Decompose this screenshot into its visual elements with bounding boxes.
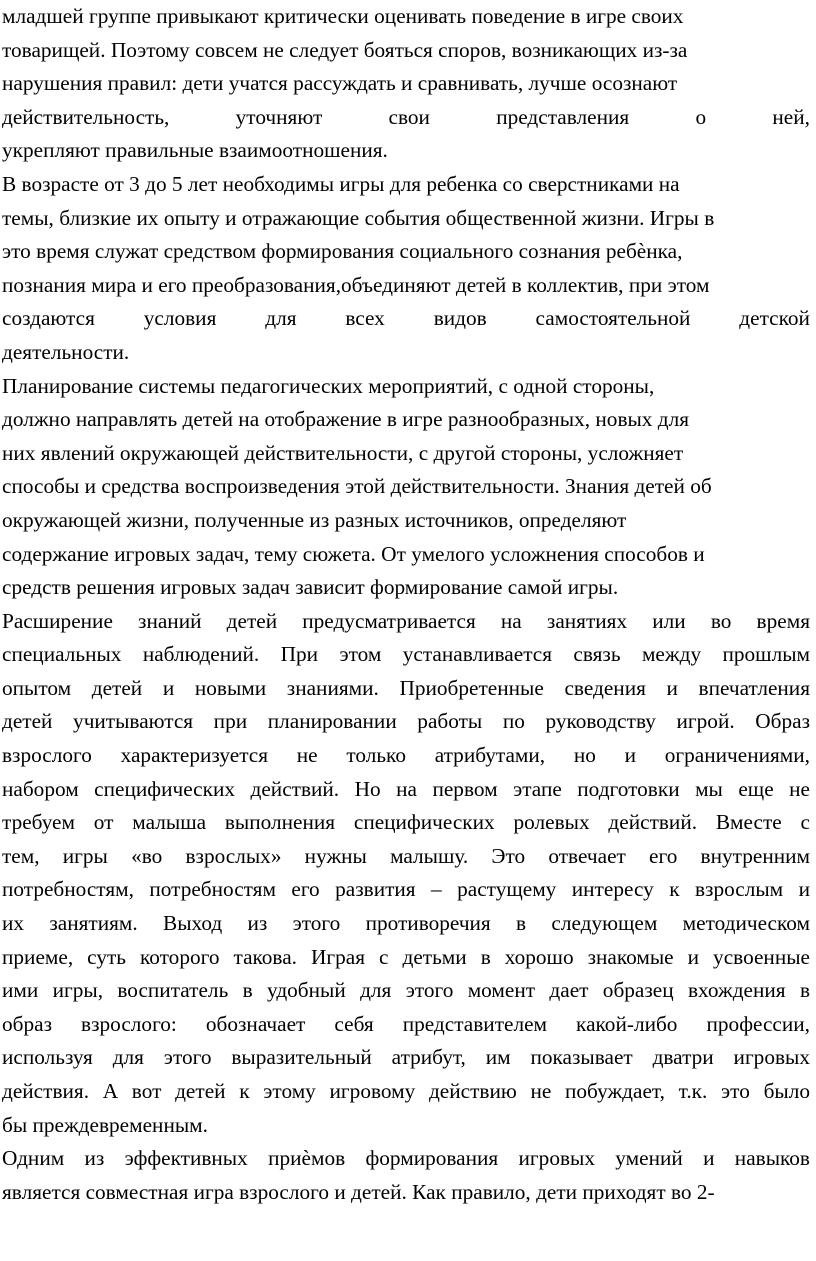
text-line: должно направлять детей на отображение в игре разнообразных, новых для <box>2 407 690 432</box>
text-line: познания мира и его преобразования,объединяют детей в коллектив, при этом <box>2 272 710 297</box>
text-line: детей учитываются при планировании работы по руководству игрой. Образ <box>2 709 810 734</box>
text-line: окружающей жизни, полученные из разных источников, определяют <box>2 507 627 532</box>
text-line: Планирование системы педагогических мероприятий, с одной стороны, <box>2 373 655 398</box>
word: представления <box>496 104 630 129</box>
text-line: взрослого характеризуется не только атрибутами, но и ограничениями, <box>2 743 810 768</box>
text-line: содержание игровых задач, тему сюжета. От умелого усложнения способов и <box>2 541 705 566</box>
paragraph <box>2 1142 810 1209</box>
text-line: образ взрослого: обозначает себя представителем какой-либо профессии, <box>2 1011 810 1036</box>
paragraph <box>2 605 810 1143</box>
document-body <box>2 0 810 1209</box>
text-line: набором специфических действий. Но на первом этапе подготовки мы еще не <box>2 776 810 801</box>
text-line: потребностям, потребностям его развития – растущему интересу к взрослым и <box>2 877 810 902</box>
text-line: них явлений окружающей действительности, с другой стороны, усложняет <box>2 440 684 465</box>
text-line: деятельности. <box>2 339 130 364</box>
text-line: бы преждевременным. <box>2 1112 208 1137</box>
word: создаются <box>2 306 95 331</box>
text-line: специальных наблюдений. При этом устанавливается связь между прошлым <box>2 642 810 667</box>
text-line: товарищей. Поэтому совсем не следует бояться споров, возникающих из-за <box>2 37 688 62</box>
text-line: Одним из эффективных приѐмов формирования игровых умений и навыков <box>2 1146 810 1171</box>
text-line: темы, близкие их опыту и отражающие события общественной жизни. Игры в <box>2 205 715 230</box>
word: свои <box>388 104 430 129</box>
text-line: требуем от малыша выполнения специфических ролевых действий. Вместе с <box>2 810 810 835</box>
text-line: младшей группе привыкают критически оценивать поведение в игре своих <box>2 4 684 28</box>
word: о <box>695 104 707 129</box>
text-line: В возрасте от 3 до 5 лет необходимы игры для ребенка со сверстниками на <box>2 171 680 196</box>
text-line: используя для этого выразительный атрибут, им показывает дватри игровых <box>2 1045 810 1070</box>
text-line <box>2 101 810 135</box>
paragraph <box>2 0 810 168</box>
text-line: является совместная игра взрослого и детей. Как правило, дети приходят во 2- <box>2 1179 715 1204</box>
text-line: способы и средства воспроизведения этой действительности. Знания детей об <box>2 474 712 499</box>
text-line: ими игры, воспитатель в удобный для этого момент дает образец вхождения в <box>2 978 810 1003</box>
text-line: опытом детей и новыми знаниями. Приобретенные сведения и впечатления <box>2 675 810 700</box>
word: детской <box>739 306 810 331</box>
paragraph <box>2 168 810 370</box>
word: видов <box>433 306 487 331</box>
text-line: средств решения игровых задач зависит формирование самой игры. <box>2 575 619 600</box>
word: действительность, <box>2 104 170 129</box>
word: самостоятельной <box>535 306 691 331</box>
text-line: нарушения правил: дети учатся рассуждать и сравнивать, лучше осознают <box>2 71 678 96</box>
text-line: тем, игры «во взрослых» нужны малышу. Это отвечает его внутренним <box>2 843 810 868</box>
word: всех <box>345 306 385 331</box>
text-line: действия. А вот детей к этому игровому действию не побуждает, т.к. это было <box>2 1079 810 1103</box>
text-line: их занятиям. Выход из этого противоречия в следующем методическом <box>2 911 810 936</box>
word: уточняют <box>235 104 323 129</box>
text-line <box>2 302 810 336</box>
text-line: Расширение знаний детей предусматривается на занятиях или во время <box>2 608 810 633</box>
text-line: приеме, суть которого такова. Играя с детьми в хорошо знакомые и усвоенные <box>2 944 810 969</box>
word: для <box>265 306 297 331</box>
text-line: укрепляют правильные взаимоотношения. <box>2 138 388 163</box>
paragraph <box>2 370 810 605</box>
text-line: это время служат средством формирования социального сознания ребѐнка, <box>2 239 683 264</box>
word: ней, <box>772 104 810 129</box>
word: условия <box>143 306 217 331</box>
